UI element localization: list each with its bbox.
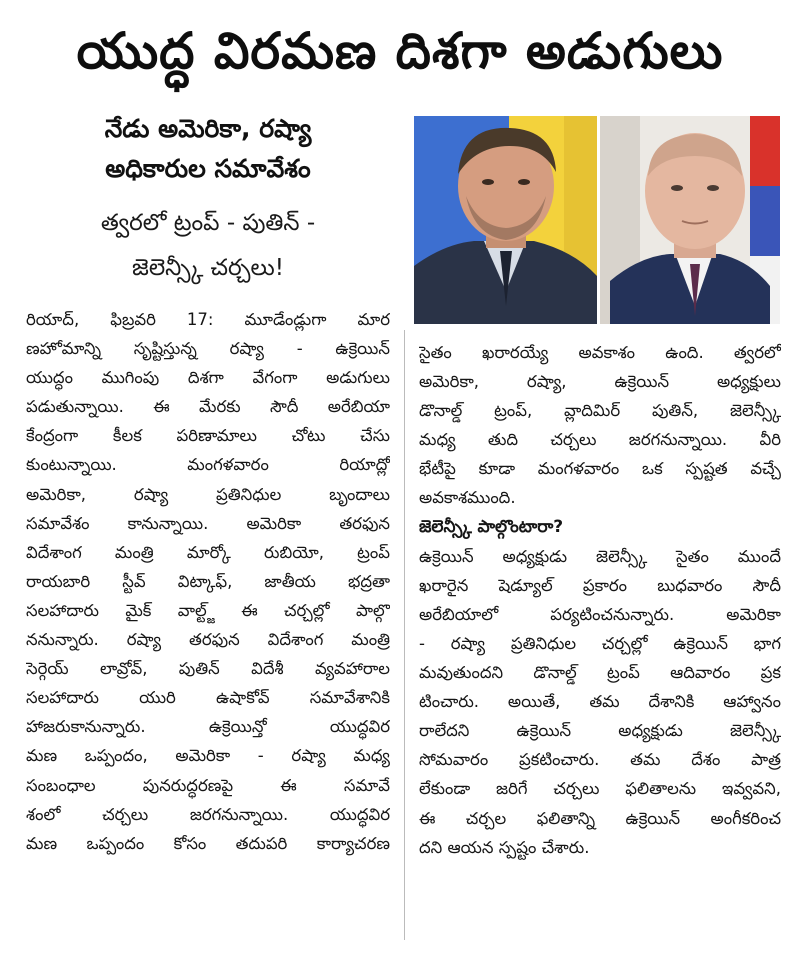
right-column-line: సోమవారం ప్రకటించారు. తమ దేశం పాత్ర (419, 750, 781, 770)
right-column-line: డొనాల్డ్ ట్రంప్, వ్లాదిమిర్ పుతిన్, జెలెన్స్కీ (419, 401, 781, 421)
left-column-line: విదేశాంగ మంత్రి మార్కో రుబియో, ట్రంప్ (26, 542, 390, 562)
right-column-line: - రష్యా ప్రతినిధుల చర్చల్లో ఉక్రెయిన్ భాగ (419, 633, 781, 653)
left-column-line: కేంద్రంగా కీలక పరిణామాలు చోటు చేసు (26, 426, 390, 446)
left-column-line: ననున్నారు. రష్యా తరఫున విదేశాంగ మంత్రి (26, 630, 390, 650)
left-column-line: పడుతున్నాయి. ఈ మేరకు సౌదీ అరేబియా (26, 397, 390, 417)
left-column-line: మణ ఒప్పందం కోసం తదుపరి కార్యాచరణ (26, 833, 390, 853)
right-column-line: మవుతుందని డొనాల్డ్ ట్రంప్ ఆదివారం ప్రక (419, 663, 781, 683)
left-column-line: మణ ఒప్పందం, అమెరికా - రష్యా మధ్య (26, 746, 390, 766)
left-column-line: కుంటున్నాయి. మంగళవారం రియాద్లో (26, 455, 390, 475)
left-column-line: ణహోమాన్ని సృష్టిస్తున్న రష్యా - ఉక్రెయిన్ (26, 339, 390, 359)
right-column-line: లేకుండా జరిగే చర్చలు ఫలితాలను ఇవ్వవని, (419, 779, 781, 799)
right-column-line: సైతం ఖరారయ్యే అవకాశం ఉంది. త్వరలో (419, 343, 781, 362)
left-column-line: యుద్ధం ముగింపు దిశగా వేగంగా అడుగులు (26, 368, 390, 388)
zelensky-photo (414, 116, 597, 324)
subheading-4: జెలెన్స్కీ చర్చలు! (132, 255, 284, 281)
left-column-line: సలహాదారు మైక్ వాల్ట్జ్ ఈ చర్చల్లో పాల్గొ (26, 600, 390, 620)
left-column-line: హాజరుకానున్నారు. ఉక్రెయిన్తో యుద్ధవిర (26, 717, 390, 737)
left-column-line: రాయబారి స్టీవ్ విట్కాఫ్, జాతీయ భద్రతా (26, 571, 390, 591)
left-column-line: అమెరికా, రష్యా ప్రతినిధుల బృందాలు (26, 484, 390, 504)
section-subheading: జెలెన్స్కీ పాల్గొంటారా? (419, 516, 564, 537)
headline: యుద్ధ విరమణ దిశగా అడుగులు (76, 21, 724, 80)
right-column-line: మధ్య తుది చర్చలు జరగనున్నాయి. వీరి (419, 430, 781, 450)
right-column-line: భేటీపై కూడా మంగళవారం ఒక స్పష్టత వచ్చే (419, 459, 781, 479)
left-column-line: శంలో చర్చలు జరగనున్నాయి. యుద్ధవిర (26, 804, 390, 824)
left-column (26, 305, 390, 858)
right-column-line: అవకాశముంది. (419, 488, 516, 508)
column-divider (404, 330, 405, 940)
left-column-line: సమావేశం కానున్నాయి. అమెరికా తరఫున (26, 513, 390, 533)
putin-photo (600, 116, 780, 324)
right-column-line: ఉక్రెయిన్ అధ్యక్షుడు జెలెన్స్కీ సైతం ముందే (419, 546, 781, 566)
left-column-line: సంబంధాల పునరుద్ధరణపై ఈ సమావే (26, 775, 390, 795)
right-column (419, 338, 781, 862)
subheading-2: అధికారుల సమావేశం (105, 154, 311, 183)
right-column-line: టించారు. అయితే, తమ దేశానికి ఆహ్వానం (419, 692, 781, 712)
right-column-line: అమెరికా, రష్యా, ఉక్రెయిన్ అధ్యక్షులు (419, 372, 781, 392)
left-column-line: సలహాదారు యురి ఉషాకోవ్ సమావేశానికి (26, 688, 390, 708)
right-column-line: అరేబియాలో పర్యటించనున్నారు. అమెరికా (419, 604, 781, 624)
left-column-line: రియాద్, ఫిబ్రవరి 17: మూడేండ్లుగా మార (26, 310, 390, 329)
left-column-line: సెర్గెయ్ లావ్రోవ్, పుతిన్ విదేశీ వ్యవహారాల (26, 659, 390, 679)
right-column-line: ఖరారైన షెడ్యూల్ ప్రకారం బుధవారం సౌదీ (419, 575, 781, 595)
subheading-3: త్వరలో ట్రంప్ - పుతిన్ - (100, 210, 316, 236)
right-column-line: దని ఆయన స్పష్టం చేశారు. (419, 837, 590, 857)
right-column-line: ఈ చర్చల ఫలితాన్ని ఉక్రెయిన్ అంగీకరించ (419, 808, 781, 828)
right-column-line: రాలేదని ఉక్రెయిన్ అధ్యక్షుడు జెలెన్స్కీ (419, 721, 781, 741)
subheading-1: నేడు అమెరికా, రష్యా (104, 114, 312, 143)
